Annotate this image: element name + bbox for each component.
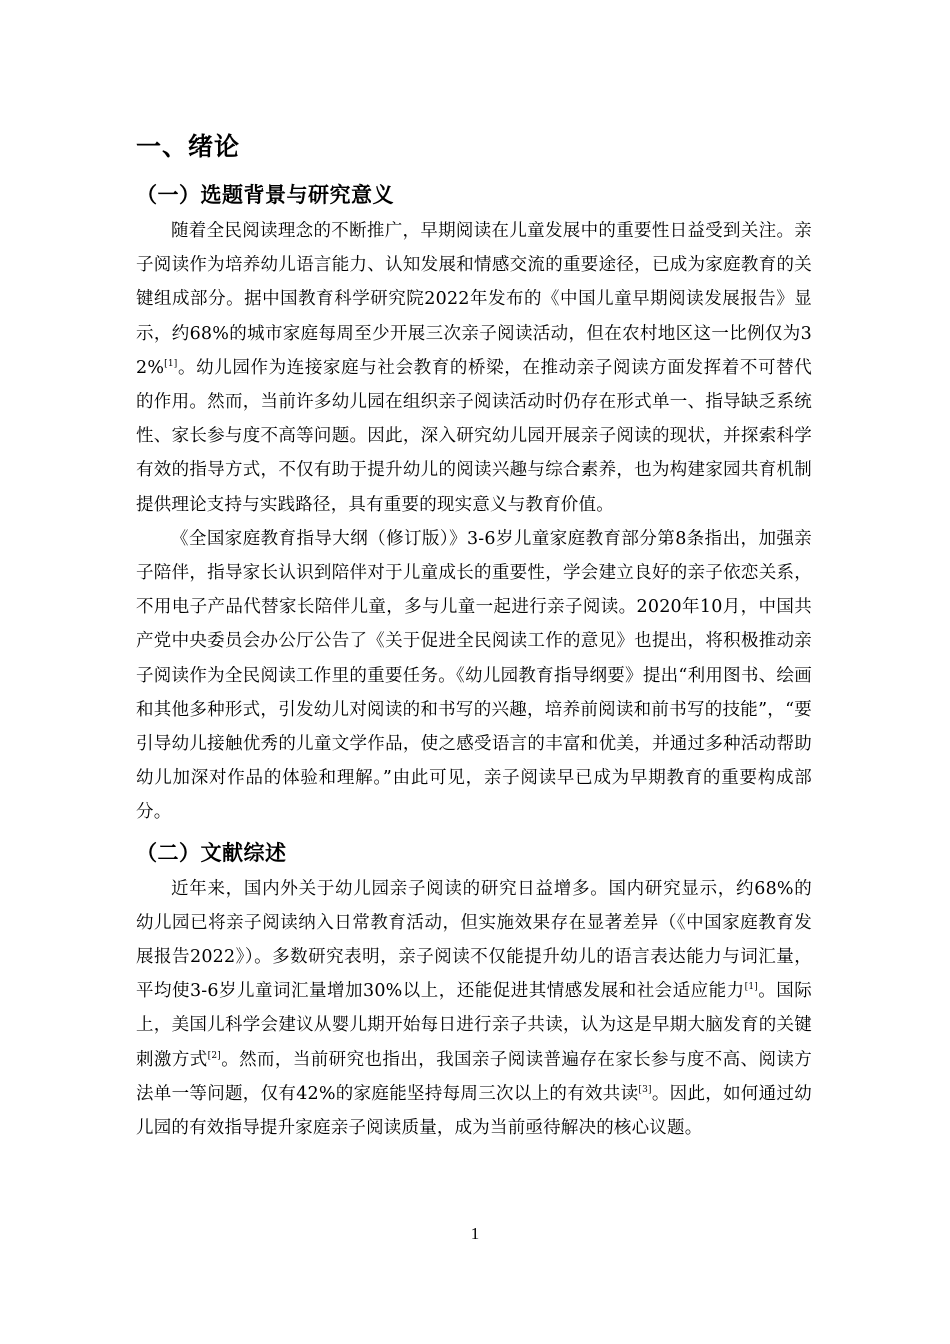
paragraph-text: 近年来，国内外关于幼儿园亲子阅读的研究日益增多。国内研究显示，约68%的幼儿园已将亲子阅读纳入日常教育活动，但实施效果存在显著差异（《中国家庭教育发展报告2022》）。多数研究表明，亲子阅读不仅能提升幼儿的语言表达能力与词汇量，平均使3-6岁儿童词汇量增加30%以上，还能促进其情感发展和社会适应能力	[136, 878, 812, 1002]
paragraph-text: 。因此，如何通过幼儿园的有效指导提升家庭亲子阅读质量，成为当前亟待解决的核心议题。	[136, 1083, 812, 1139]
page-number: 1	[470, 1224, 480, 1243]
paragraph-background	[136, 214, 812, 522]
paragraph-text: 。国际上，美国儿科学会建议从婴儿期开始每日进行亲子共读，认为这是早期大脑发育的关键刺激方式	[136, 981, 812, 1070]
chapter-heading: 一、绪论	[136, 132, 241, 161]
citation-ref: [1]	[164, 358, 178, 369]
citation-ref: [3]	[638, 1084, 652, 1095]
paragraph-literature	[136, 872, 812, 1146]
citation-ref: [2]	[207, 1050, 221, 1061]
paragraph-text: 。幼儿园作为连接家庭与社会教育的桥梁，在推动亲子阅读方面发挥着不可替代的作用。然而，当前许多幼儿园在组织亲子阅读活动时仍存在形式单一、指导缺乏系统性、家长参与度不高等问题。因此，深入研究幼儿园开展亲子阅读的现状，并探索科学有效的指导方式，不仅有助于提升幼儿的阅读兴趣与综合素养，也为构建家园共育机制提供理论支持与实践路径，具有重要的现实意义与教育价值。	[136, 357, 812, 515]
citation-ref: [1]	[744, 982, 759, 993]
paragraph-text: 。然而，当前研究也指出，我国亲子阅读普遍存在家长参与度不高、阅读方法单一等问题，仅有42%的家庭能坚持每周三次以上的有效共读	[136, 1049, 812, 1104]
section-heading-background: （一）选题背景与研究意义	[136, 183, 394, 207]
section-heading-literature-review: （二）文献综述	[136, 840, 287, 865]
paragraph-policy: 《全国家庭教育指导大纲（修订版）》3-6岁儿童家庭教育部分第8条指出，加强亲子陪伴，指导家长认识到陪伴对于儿童成长的重要性，学会建立良好的亲子依恋关系，不用电子产品代替家长陪伴儿童，多与儿童一起进行亲子阅读。2020年10月，中国共产党中央委员会办公厅公告了《关于促进全民阅读工作的意见》也提出，将积极推动亲子阅读作为全民阅读工作里的重要任务。《幼儿园教育指导纲要》提出“利用图书、绘画和其他多种形式，引发幼儿对阅读的和书写的兴趣，培养前阅读和前书写的技能”，“要引导幼儿接触优秀的儿童文学作品，使之感受语言的丰富和优美，并通过多种活动帮助幼儿加深对作品的体验和理解。”由此可见，亲子阅读早已成为早期教育的重要构成部分。	[136, 528, 812, 823]
page-content	[136, 130, 812, 1145]
paragraph-text: 随着全民阅读理念的不断推广，早期阅读在儿童发展中的重要性日益受到关注。亲子阅读作为培养幼儿语言能力、认知发展和情感交流的重要途径，已成为家庭教育的关键组成部分。据中国教育科学研究院2022年发布的《中国儿童早期阅读发展报告》显示，约68%的城市家庭每周至少开展三次亲子阅读活动，但在农村地区这一比例仅为32%	[136, 221, 812, 378]
